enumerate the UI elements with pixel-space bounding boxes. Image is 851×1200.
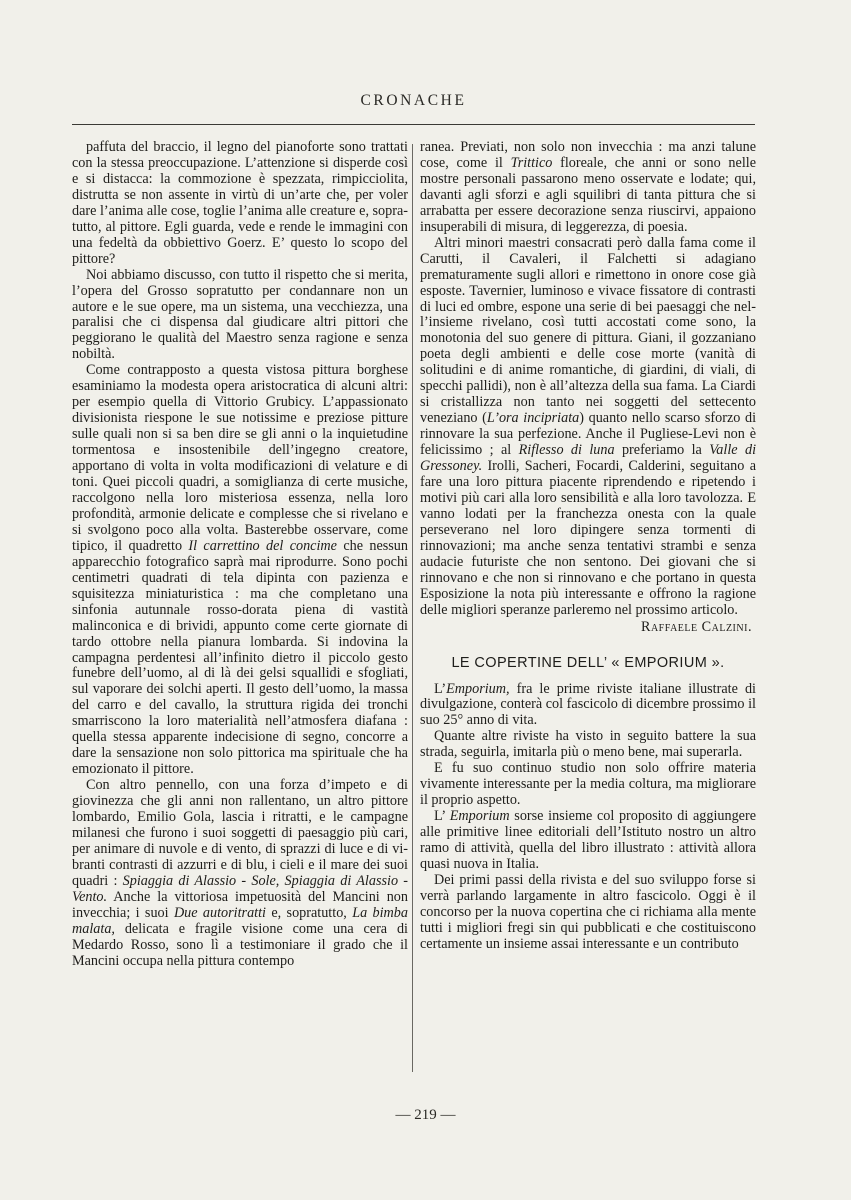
text-run: Quante altre riviste ha visto in seguito battere la sua strada, seguirla, imitarla più o meno bene, mai superarla. bbox=[420, 728, 756, 761]
text-run: Noi abbiamo discusso, con tutto il rispetto che si merita, l’opera del Grosso sopratutto per condannare non un autore e le sue opere, ma un sistema, una vecchiezza, una paralisi che ci dispensa dal giudicare altri pittori che peggiorano le qualità del Maestro senza ragione e senza nobiltà. bbox=[72, 266, 408, 363]
column-divider bbox=[412, 144, 413, 1072]
header-rule bbox=[72, 124, 755, 125]
paragraph bbox=[420, 236, 756, 619]
right-column bbox=[420, 140, 756, 953]
paragraph bbox=[72, 363, 408, 778]
text-run: e, sopratutto, bbox=[266, 904, 353, 921]
page-number: — 219 — bbox=[395, 1107, 456, 1123]
paragraph bbox=[420, 873, 756, 953]
text-run: ranea. Previati, non solo non invecchia : ma anzi talune cose, come il bbox=[420, 139, 756, 171]
text-run: che nessun apparecchio fotografico saprà mai riprodurre. Sono pochi centimetri quadrati di tela dipinta con pazienza e squisitezza miniaturistica : ma che completano una sinfonia autunnale rosso-dorata piena di vastità malinconica e di brividi, appunto come certe giornate di tardo ottobre nella pianura lombarda. Si indovina la campagna perdentesi all’infinito dietro il piccolo gesto funebre dell’uomo, al di là dei gelsi squallidi e sfogliati, sul vaporare dei solchi aperti. Il gesto dell’uomo, la massa del carro e del cavallo, la struttura rigida dei tronchi smarriscono la loro materialità nell’atmosfera diafana : quella stessa apparente indecisione di segno, concorre a dare la sensazione non solo pittorica ma spirituale che ha emozionato il pittore. bbox=[72, 537, 408, 778]
text-run: L’ bbox=[434, 808, 450, 825]
text-run: delicata e fragile visione come una cera di Medardo Rosso, sono lì a testimoniare il grado che il Mancini occupa nella pittura contempo bbox=[72, 920, 408, 969]
italic-title: Valle di Gressoney. bbox=[420, 442, 757, 475]
italic-title: Emporium, bbox=[446, 680, 510, 697]
paragraph bbox=[72, 268, 408, 364]
text-run: sorse insieme col proposito di aggiungere alle primitive linee editoriali dell’Istituto nostro un altro ramo di attività, quella del libro illustrato : attività allora quasi nuova in Italia. bbox=[420, 808, 756, 872]
italic-title: Trittico bbox=[510, 154, 553, 171]
italic-title: Riflesso di luna bbox=[518, 442, 615, 459]
text-run: Con altro pennello, con una forza d’impeto e di giovinezza che gli anni non rallentano, un altro pittore lombardo, Emilio Gola, lascia i ritratti, e le campagne milanesi che furono i suoi soggetti di paesaggio più cari, per animare di nuvole e di vento, di sprazzi di luce e di vibranti contrasti di azzurri e di blu, i cieli e il mare dei suoi quadri : bbox=[72, 777, 408, 889]
paragraph bbox=[420, 140, 756, 236]
text-run: Altri minori maestri consacrati però dalla fama come il Carutti, il Cavaleri, il Falchetti si adagiano prematuramente sugli allori e rimettono in onore cose già esposte. Tavernier, luminoso e vivace fissatore di contrasti di luci ed ombre, espone una serie di bei paesaggi che nell’insieme rivelano, così tutti accostati come sono, la monotonia del suo genere di pittura. Giani, il gozzaniano poeta degli ambienti e delle cose morte (vanità di solitudini e di anime romantiche, di giardini, di viali, di specchi pallidi), non è all’altezza della sua fama. La Ciardi si cristallizza non tanto nei soggetti del settecento veneziano ( bbox=[420, 234, 756, 427]
italic-title: Emporium bbox=[449, 808, 510, 825]
italic-title: Spiaggia di Alassio - Sole, Spiaggia di Alassio - Vento. bbox=[72, 872, 409, 905]
right-column-body bbox=[420, 140, 756, 619]
italic-title: L’ora incipriata bbox=[486, 410, 580, 427]
text-run: paffuta del braccio, il legno del pianoforte sono trattati con la stessa preoccupazione. L’attenzione si disperde così e si distacca: la commozione è spezzata, rimpicciolita, distrutta se non assente in virtù di un’arte che, per voler dare l’anima alle cose, toglie l’anima alle creature e, sopratutto, al pittore. Egli guarda, vede e rende le immagini con una fedeltà da obbiettivo Goerz. E’ questo lo scopo del pittore? bbox=[72, 139, 409, 267]
text-run: floreale, che anni or sono nelle mostre personali passarono meno osservate e lodate; qui, davanti agli sforzi e agli squilibri di tanta pittura che si arrabatta per essere decorazione senza riuscirvi, appaiono insuperabili di misura, di leggerezza, di poesia. bbox=[420, 154, 756, 235]
running-header: CRONACHE bbox=[360, 92, 467, 109]
text-run: fra le prime riviste italiane illustrate di divulgazione, conterà col fascicolo di dicembre prossimo il suo 25° anno di vita. bbox=[420, 680, 756, 729]
section-body bbox=[420, 682, 756, 953]
italic-title: La bimba malata, bbox=[72, 904, 408, 937]
text-run: ) quanto nello scarso sforzo di rinnovare la sua perfezione. Anche il Pugliese-Levi non è felicissimo ; al bbox=[420, 410, 757, 459]
section-title: LE COPERTINE DELL’ « EMPORIUM ». bbox=[451, 654, 725, 671]
italic-title: Il carrettino del concime bbox=[188, 537, 337, 554]
paragraph bbox=[420, 682, 756, 730]
text-run: Dei primi passi della rivista e del suo sviluppo forse si verrà parlando largamente in altro fascicolo. Oggi è il concorso per la nuova copertina che ci richiama alla mente tutti i migliori fregi sin qui pubblicati e che costituiscono certamente un insieme assai interessante e un contributo bbox=[420, 871, 756, 952]
author-signature: Raffaele Calzini. bbox=[641, 618, 752, 635]
paragraph bbox=[420, 809, 756, 873]
paragraph bbox=[420, 761, 756, 809]
paragraph bbox=[72, 778, 408, 969]
text-run: preferiamo la bbox=[614, 442, 710, 459]
text-run: E fu suo continuo studio non solo offrire materia vivamente interessante per la media coltura, ma migliorare il proprio aspetto. bbox=[420, 760, 756, 809]
text-run: L’ bbox=[434, 680, 447, 697]
text-run: Irolli, Sacheri, Focardi, Calderini, seguitano a fare una loro pittura piacente riprendendo e ripetendo i motivi più cari alla loro sensibilità e alla loro tavolozza. E vanno lodati per la franchezza onesta con la quale perseverano nel loro dipingere senza tormenti di rinnovazioni; ma anche senza tentativi strambi e senza audacie futuriste che non sentono. Dei giovani che si rinnovano e che non si rinnovano e che portano in questa Esposizione la nota più interessante e offrono la ragione delle migliori speranze parleremo nel prossimo articolo. bbox=[420, 458, 756, 618]
italic-title: Due autoritratti bbox=[173, 904, 266, 921]
left-column bbox=[72, 140, 408, 970]
paragraph bbox=[420, 729, 756, 761]
paragraph bbox=[72, 140, 408, 268]
text-run: Come contrapposto a questa vistosa pittura borghese esaminiamo la modesta opera aristocratica di alcuni altri: per esempio quella di Vittorio Grubicy. L’appassionato divisionista riespone le sue notissime e preziose pitture sulle quali non si sa ben dire se gli anni o la inquietudine tormentosa e insostenibile dell’ingegno creatore, apportano di volta in volta modificazioni di velature e di toni. Quei piccoli quadri, a somiglianza di certe musiche, raccolgono nella loro misteriosa essenza, nella loro profondità, armonie delicate e complesse che si rivelano e si svolgono poco alla volta. Basterebbe osservare, come tipico, il quadretto bbox=[72, 362, 408, 554]
text-run: Anche la vittoriosa impetuosità del Mancini non invecchia; i suoi bbox=[72, 888, 408, 921]
